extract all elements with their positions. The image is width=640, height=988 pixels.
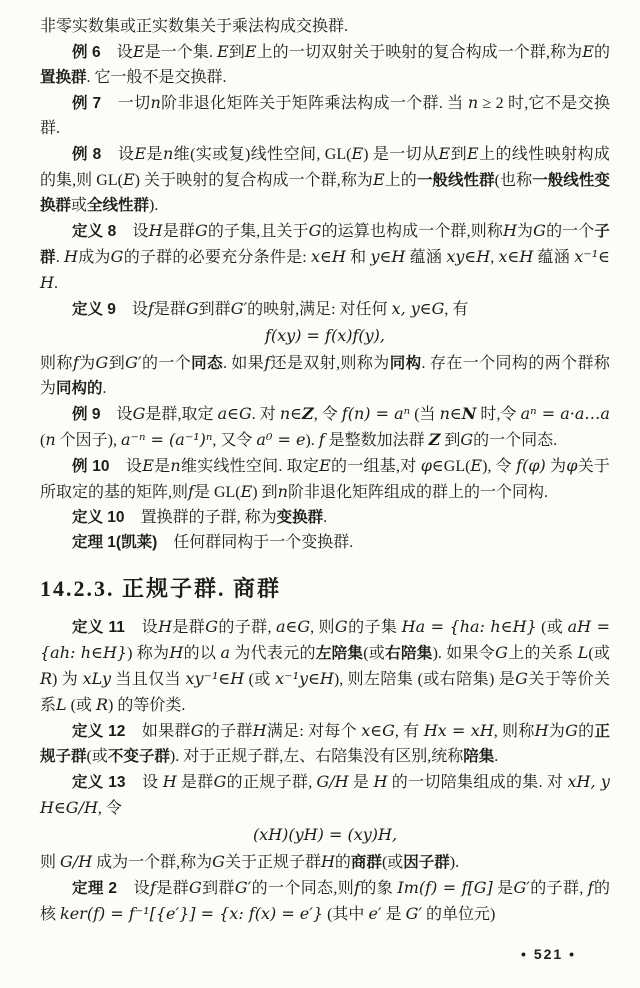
text-run: 为 [545,458,567,475]
bold-term-run: 子群 [40,223,610,266]
text-run: . 如果 [222,355,265,372]
text-run: ). [149,197,159,214]
bold-term-run: 定义 10 [72,509,125,526]
math-run: G [308,221,322,240]
text-run: ). [305,432,319,449]
text-run: (或 [363,645,386,662]
math-run: f [72,353,79,372]
text-run: 成为 [77,249,111,266]
text-run: 为 [548,723,566,740]
math-run: n [162,144,174,163]
math-run: n [467,93,479,112]
text-run: ) 是一切从 [363,146,439,163]
math-run: R [95,695,109,714]
text-run: 到 [440,432,461,449]
math-run: E [470,456,483,475]
math-run: a⁻ⁿ = (a⁻¹)ⁿ [120,430,213,449]
text-run: ) 称为 [127,645,170,662]
text-run: 关于正规子群 [224,854,321,871]
text-run: (其中 [323,906,369,923]
math-run: H [169,643,184,662]
math-run: n∈ [279,404,303,423]
math-run: f [318,430,325,449]
text-run: (当 [410,406,440,423]
text-run: 的子集 [347,619,402,636]
bold-term-run: 商群 [350,854,382,871]
paragraph [40,530,610,555]
text-run: 蕴涵 [533,249,575,266]
math-run: G [132,404,146,423]
math-run: E [467,144,479,163]
text-run: 的以 [183,645,221,662]
math-run: aH = {ah: h∈H} [40,617,610,662]
paragraph [40,141,610,218]
paragraph [40,505,610,530]
math-run: E [134,144,147,163]
text-run: 是 [492,880,514,897]
text-run: 上的 [384,172,417,189]
text-run: (或 [86,748,108,765]
math-run: x⁻¹∈H [40,247,610,292]
text-run: 当且仅当 [111,671,186,688]
text-run: (或 [66,697,96,714]
bold-term-run: 变换群 [276,509,324,526]
paragraph [40,218,610,296]
text-run: (或 [536,619,568,636]
bold-term-run: 例 8 [72,146,102,163]
math-run: E [351,144,364,163]
math-run: f(φ) [516,456,546,475]
text-run: 则称 [40,355,73,372]
text-run: 是整数加法群 [324,432,429,449]
text-run: 成为一个群,称为 [92,854,213,871]
text-run: . 存在一个同构的两个群称为 [40,355,610,397]
bold-term-run: 右陪集 [385,645,433,662]
math-run: G [213,772,227,791]
bold-term-run: 不变子群 [107,748,170,765]
math-run: G [212,852,225,871]
math-run: H [162,772,177,791]
text-run: ∈GL( [431,458,471,475]
text-run: 的一切陪集组成的集. 对 [387,774,568,791]
bold-term-run: 例 7 [72,95,102,112]
math-run: f [188,482,194,501]
text-run: , 有 [444,301,469,318]
text-run: 上的线性映射构成的集,则 GL( [40,146,610,189]
math-run: H [252,721,267,740]
text-run: 一切 [101,95,151,112]
math-run: f [587,878,594,897]
text-run: 关于等价关系 [40,671,610,714]
math-run: f [354,878,361,897]
bold-term-run: 定义 12 [72,723,126,740]
math-run: f [150,878,156,897]
math-run: G [194,221,208,240]
bold-term-run: 定义 8 [72,223,117,240]
text-run: 是 [381,906,406,923]
math-run: H [502,221,517,240]
text-run: 维实线性空间. 取定 [180,458,320,475]
text-run: ), 令 [482,458,517,475]
text-run: 设 [115,301,148,318]
text-run: 置换群的子群, 称为 [124,509,277,526]
math-run: E [319,456,331,475]
math-run: n [170,456,181,475]
paragraph [40,90,610,141]
bold-term-run: 定理 1(凯莱) [72,534,158,551]
math-run: xy∈H [446,247,491,266]
math-run: φ [420,456,432,475]
text-run: 的一组基,对 [330,458,421,475]
bold-term-run: 定义 11 [72,619,125,636]
text-run: ) 关于映射的复合构成一个群,称为 [134,172,373,189]
math-run: a∈G [275,617,311,636]
math-run: E [244,42,257,61]
math-run: x, y∈G [391,299,445,318]
text-run: 设 [100,406,133,423]
text-run: , 令 [97,800,122,817]
math-run: G [460,430,474,449]
text-run: 设 [116,223,149,240]
math-run: G′ [125,353,142,372]
math-run: G/H [60,852,93,871]
text-run: 设 [125,774,163,791]
bold-term-run: 一般线性群 [416,172,495,189]
math-run: f [264,353,271,372]
math-run: L [56,695,67,714]
math-run: xy⁻¹∈H [185,669,245,688]
math-run: G [565,721,578,740]
bold-math-run: N [461,404,477,423]
text-run: , 则称 [493,723,535,740]
text-run: (或 [588,645,610,662]
math-formula: (xH)(yH) = (xy)H, [252,825,398,844]
math-run: G [533,221,546,240]
math-run: G′ [230,299,248,318]
math-run: E [132,42,145,61]
text-run: 关于所取定的基的矩阵,则 [40,458,610,501]
bold-term-run: 一般线性变换群 [40,172,610,214]
text-run: . [102,380,107,397]
paragraph [40,614,610,718]
paragraph [40,769,610,821]
math-run: E [142,456,154,475]
text-run: 的子集,且关于 [207,223,309,240]
math-run: n [45,430,56,449]
text-run: 到群 [201,880,235,897]
math-run: E [216,42,229,61]
text-run: 的单位元) [421,906,496,923]
math-run: a∈G [217,404,252,423]
math-run: G [110,247,124,266]
text-run: 阶非退化矩阵组成的群上的一个同构. [287,484,548,501]
text-run: 的 [593,44,610,61]
math-run: R [40,669,53,688]
text-run: , 又令 [212,432,257,449]
text-run: 时,令 [476,406,521,423]
text-run: 到群 [198,301,231,318]
text-run: 为 [78,355,96,372]
paragraph [40,849,610,875]
bold-term-run: 同构 [389,355,422,372]
text-run: 到 [108,355,126,372]
math-run: f(n) = aⁿ [341,404,411,423]
math-run: H [64,247,78,266]
bold-term-run: 同构的 [56,380,103,397]
math-run: xLy [82,669,112,688]
math-run: n [277,482,288,501]
math-run: a⁰ = e [256,430,306,449]
bold-term-run: 同态 [191,355,223,372]
text-run: , 令 [313,406,342,423]
text-run: 上的一切双射关于映射的复合构成一个群,称为 [256,44,583,61]
text-run: ≥ 2 时,它不是交换群. [40,95,610,137]
math-run: x∈G [361,721,395,740]
math-run: Im(f) = f[G] [397,878,493,897]
bold-term-run: 定义 13 [72,774,126,791]
paragraph [40,296,610,322]
paragraph [40,39,610,90]
text-run: , 有 [394,723,424,740]
text-run: 个因子), [55,432,121,449]
math-run: xH, yH∈G/H [40,772,610,817]
text-run: 非零实数集或正实数集关于乘法构成交换群. [40,18,349,35]
math-run: y∈H [370,247,406,266]
math-run: E [372,170,385,189]
text-run: 还是双射,则称为 [270,355,390,372]
text-run: 的象 [360,880,398,897]
text-run: . 它一般不是交换群. [86,69,227,86]
text-run: 的正规子群, [226,774,317,791]
paragraph [40,875,610,927]
math-run: f [147,299,154,318]
text-run: 的子群, [529,880,588,897]
math-run: G′ [234,878,252,897]
math-run: H [373,772,388,791]
bold-term-run: 因子群 [403,854,450,871]
text-run: . 对 [251,406,280,423]
text-run: 上的关系 [507,645,578,662]
bold-term-run: 左陪集 [315,645,364,662]
text-run: 满足: 对每个 [266,723,362,740]
text-run: , [490,249,499,266]
math-run: G′ [513,878,530,897]
bold-term-run: 例 9 [72,406,101,423]
text-run: . [55,249,64,266]
bold-term-run: 全线性群 [87,197,150,214]
text-run: 任何群同构于一个变换群. [157,534,354,551]
bold-math-run: Z [302,404,314,423]
math-run: G [495,643,508,662]
math-run: G [205,617,218,636]
text-run: 是群 [155,880,190,897]
math-formula: f(xy) = f(x)f(y), [264,326,385,345]
text-run: 的 [334,854,351,871]
text-run: 到 [450,146,467,163]
math-run: G′ [405,904,422,923]
paragraph [40,453,610,505]
text-run: 的子群, [217,619,276,636]
math-run: E [438,144,451,163]
text-run: 的运算也构成一个群,则称 [321,223,503,240]
text-run: 的 [577,723,595,740]
math-run: E [240,482,253,501]
math-run: G [185,299,199,318]
paragraph [40,401,610,453]
text-run: 是群 [172,619,206,636]
bold-term-run: 置换群 [40,69,87,86]
text-run: 的一个 [141,355,192,372]
math-run: G [189,878,202,897]
math-run: G [515,669,528,688]
text-run: 的子群的必要充分条件是: [123,249,311,266]
math-run: e′ [368,904,382,923]
math-run: H [158,617,173,636]
text-run: (也称 [494,172,533,189]
bold-math-run: Z [428,430,441,449]
text-run: (或 [244,671,276,688]
text-run: 阶非退化矩阵关于矩阵乘法构成一个群. 当 [160,95,468,112]
text-run: ( [40,432,46,449]
math-run: G [95,353,109,372]
math-run: x∈H [311,247,346,266]
math-run: ker(f) = f⁻¹[{e′}] = {x: f(x) = e′} [60,904,324,923]
bold-term-run: 定理 2 [72,880,117,897]
text-run: 的核 [40,880,610,923]
text-run: 是一个集. [144,44,217,61]
text-run: ). 对于正规子群,左、右陪集没有区别,统称 [169,748,464,765]
bold-term-run: 例 10 [72,458,110,475]
bold-term-run: 正规子群 [40,723,610,765]
text-run: 则 [40,854,61,871]
text-run: 维(实或复)线性空间, GL( [173,146,352,163]
math-run: E [122,170,135,189]
bold-term-run: 定义 9 [72,301,116,318]
text-run: 是群 [162,223,195,240]
text-run: ). [449,854,460,871]
text-run: 设 [101,146,135,163]
math-run: G [190,721,204,740]
math-run: aⁿ = a·a…a [520,404,610,423]
math-run: G/H [316,772,349,791]
text-run: ). 如果令 [432,645,496,662]
text-run: . [323,509,328,526]
math-run: a [220,643,231,662]
text-run: 是 [146,146,163,163]
paragraph [40,350,610,401]
text-run: ), 则左陪集 (或右陪集) 是 [333,671,516,688]
math-run: H [148,221,163,240]
text-run: 为 [516,223,534,240]
math-run: L [577,643,589,662]
text-run: 到 [228,44,245,61]
text-run: 为代表元的 [230,645,316,662]
text-run: 如果群 [125,723,191,740]
math-run: Ha = {ha: h∈H} [401,617,537,636]
text-run: 设 [124,619,159,636]
text-run: 设 [109,458,143,475]
text-run: 的一个同态. [473,432,558,449]
text-run: 的映射,满足: 对任何 [247,301,392,318]
text-run: 蕴涵 [405,249,447,266]
math-run: H [534,721,549,740]
text-run: ) 为 [52,671,83,688]
text-run: (或 [381,854,404,871]
math-run: H [320,852,335,871]
text-run: 是群 [153,301,186,318]
text-run: 设 [116,880,151,897]
text-run: 或 [71,197,88,214]
text-run: 设 [100,44,133,61]
math-run: φ [566,456,578,475]
text-run: . [53,275,58,292]
text-run: 是群 [176,774,214,791]
math-run: x⁻¹y∈H [275,669,334,688]
text-run: 是群,取定 [145,406,218,423]
text-run: ) 到 [252,484,278,501]
math-run: G [334,617,348,636]
math-run: x∈H [498,247,534,266]
page-number: • 521 • [521,946,576,962]
text-run: 是 [153,458,171,475]
text-run: 的一个同态,则 [251,880,355,897]
text-run: 的一个 [545,223,595,240]
text-run: 的子群 [203,723,253,740]
text-run: 是 GL( [193,484,241,501]
text-run: 是 [348,774,374,791]
paragraph [40,718,610,769]
paragraph [40,14,610,39]
text-run: 和 [345,249,371,266]
bold-term-run: 例 6 [72,44,101,61]
text-run: , 则 [310,619,335,636]
text-run: ) 的等价类. [108,697,186,714]
section-heading: 14.2.3. 正规子群. 商群 [40,576,282,601]
math-run: n [150,93,161,112]
math-run: E [582,42,594,61]
bold-term-run: 陪集 [463,748,495,765]
math-run: Hx = xH [423,721,494,740]
math-run: n∈ [439,404,462,423]
text-run: . [494,748,499,765]
